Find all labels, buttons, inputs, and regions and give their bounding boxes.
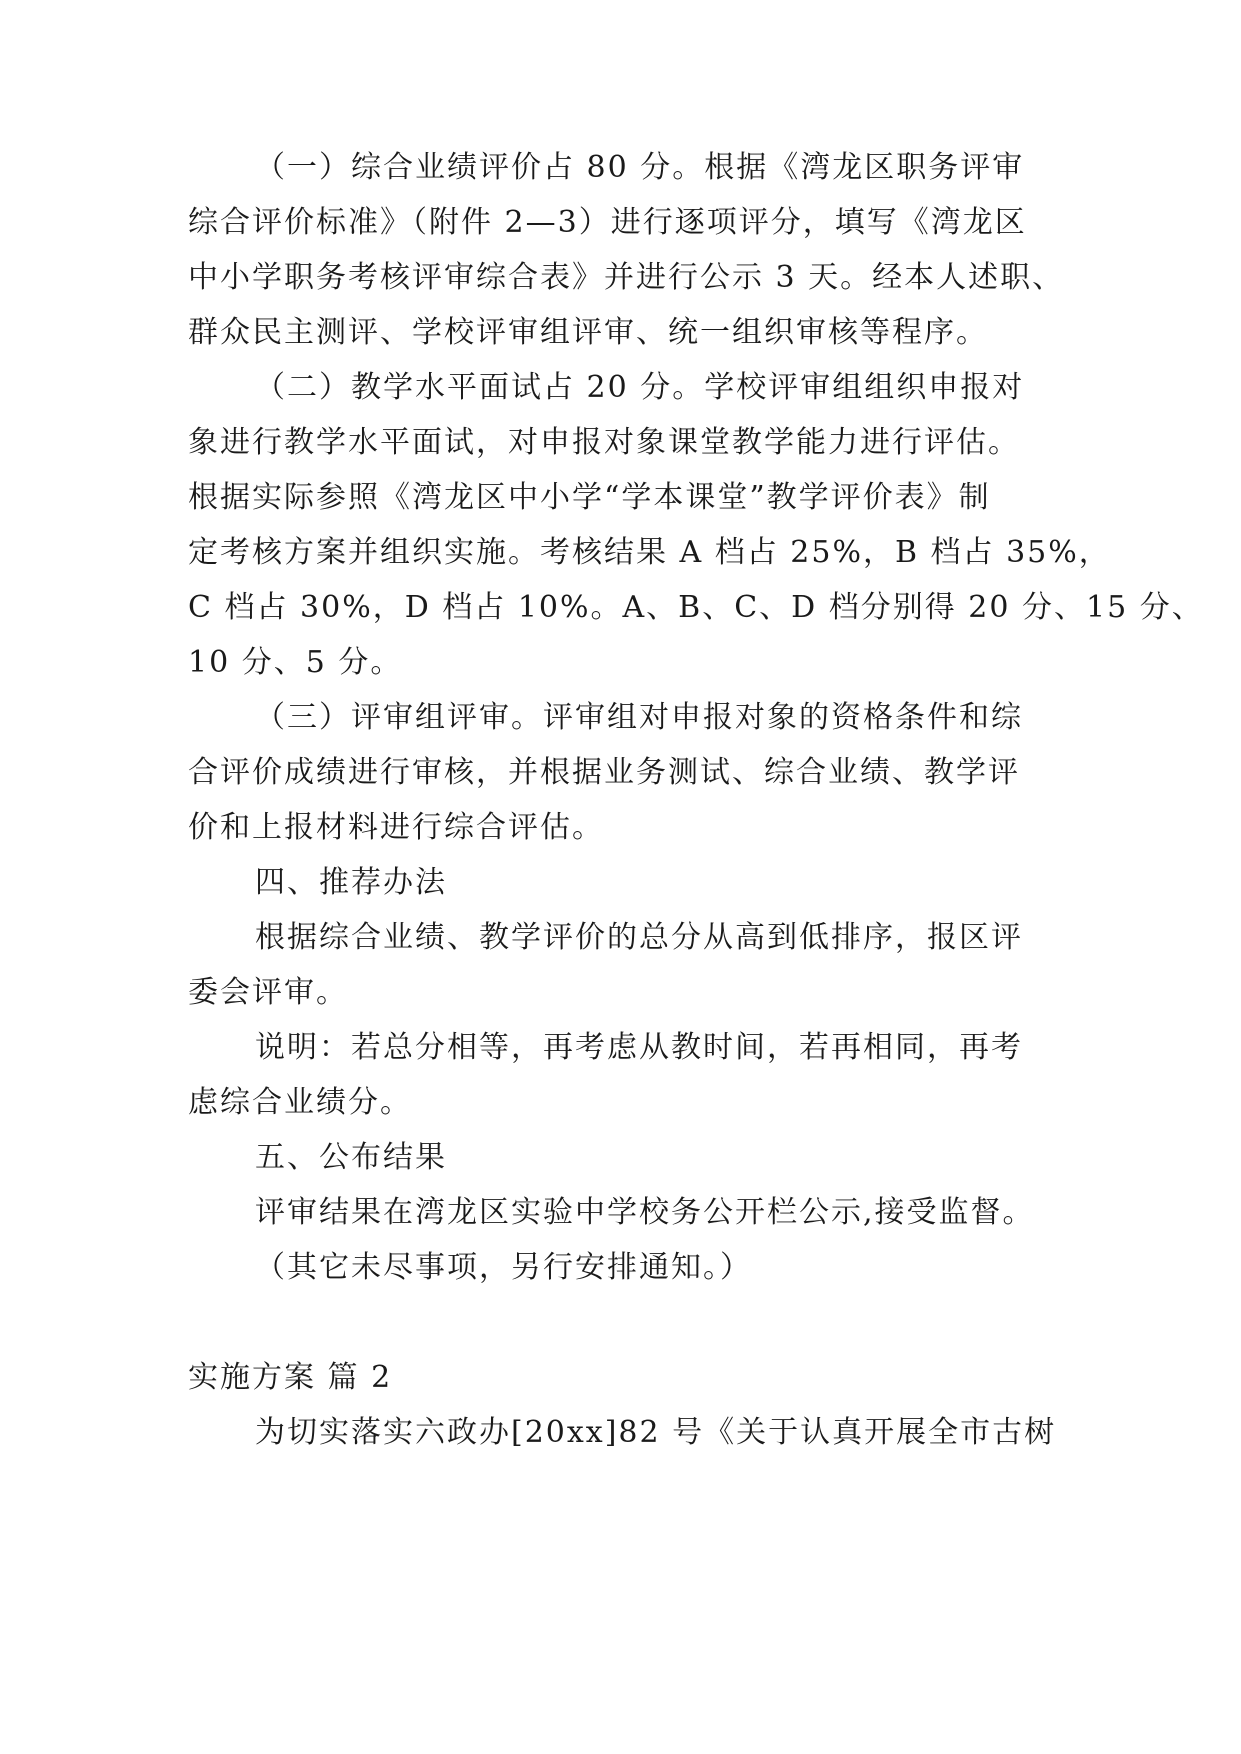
paragraph-5-line-2: 虑综合业绩分。	[188, 1085, 412, 1120]
paragraph-2-line-1: （二）教学水平面试占 20 分。学校评审组组织申报对	[255, 370, 1025, 405]
paragraph-2-line-4: 定考核方案并组织实施。考核结果 A 档占 25%，B 档占 35%，	[188, 535, 1111, 570]
paragraph-8-line-1: 为切实落实六政办[20xx]82 号《关于认真开展全市古树	[255, 1415, 1057, 1450]
paragraph-3-line-2: 合评价成绩进行审核，并根据业务测试、综合业绩、教学评	[188, 755, 1020, 790]
paragraph-3-line-3: 价和上报材料进行综合评估。	[188, 810, 604, 845]
paragraph-2-line-3: 根据实际参照《湾龙区中小学“学本课堂”教学评价表》制	[188, 480, 991, 515]
paragraph-1-line-1: （一）综合业绩评价占 80 分。根据《湾龙区职务评审	[255, 150, 1025, 185]
paragraph-6-line-1: 评审结果在湾龙区实验中学校务公开栏公示,接受监督。	[255, 1195, 1035, 1230]
article-heading: 实施方案 篇 2	[188, 1360, 393, 1395]
paragraph-1-line-3: 中小学职务考核评审综合表》并进行公示 3 天。经本人述职、	[188, 260, 1065, 295]
paragraph-2-line-2: 象进行教学水平面试，对申报对象课堂教学能力进行评估。	[188, 425, 1020, 460]
paragraph-2-line-6: 10 分、5 分。	[188, 645, 403, 680]
paragraph-1-line-2: 综合评价标准》（附件 2—3）进行逐项评分，填写《湾龙区	[188, 205, 1027, 240]
section-heading-results: 五、公布结果	[255, 1140, 447, 1175]
paragraph-1-line-4: 群众民主测评、学校评审组评审、统一组织审核等程序。	[188, 315, 988, 350]
section-heading-recommend: 四、推荐办法	[255, 865, 447, 900]
paragraph-7-line-1: （其它未尽事项，另行安排通知。）	[255, 1250, 752, 1285]
paragraph-5-line-1: 说明：若总分相等，再考虑从教时间，若再相同，再考	[255, 1030, 1023, 1065]
paragraph-4-line-2: 委会评审。	[188, 975, 348, 1010]
paragraph-4-line-1: 根据综合业绩、教学评价的总分从高到低排序，报区评	[255, 920, 1023, 955]
paragraph-2-line-5: C 档占 30%，D 档占 10%。A、B、C、D 档分别得 20 分、15 分、	[188, 590, 1204, 625]
paragraph-3-line-1: （三）评审组评审。评审组对申报对象的资格条件和综	[255, 700, 1023, 735]
